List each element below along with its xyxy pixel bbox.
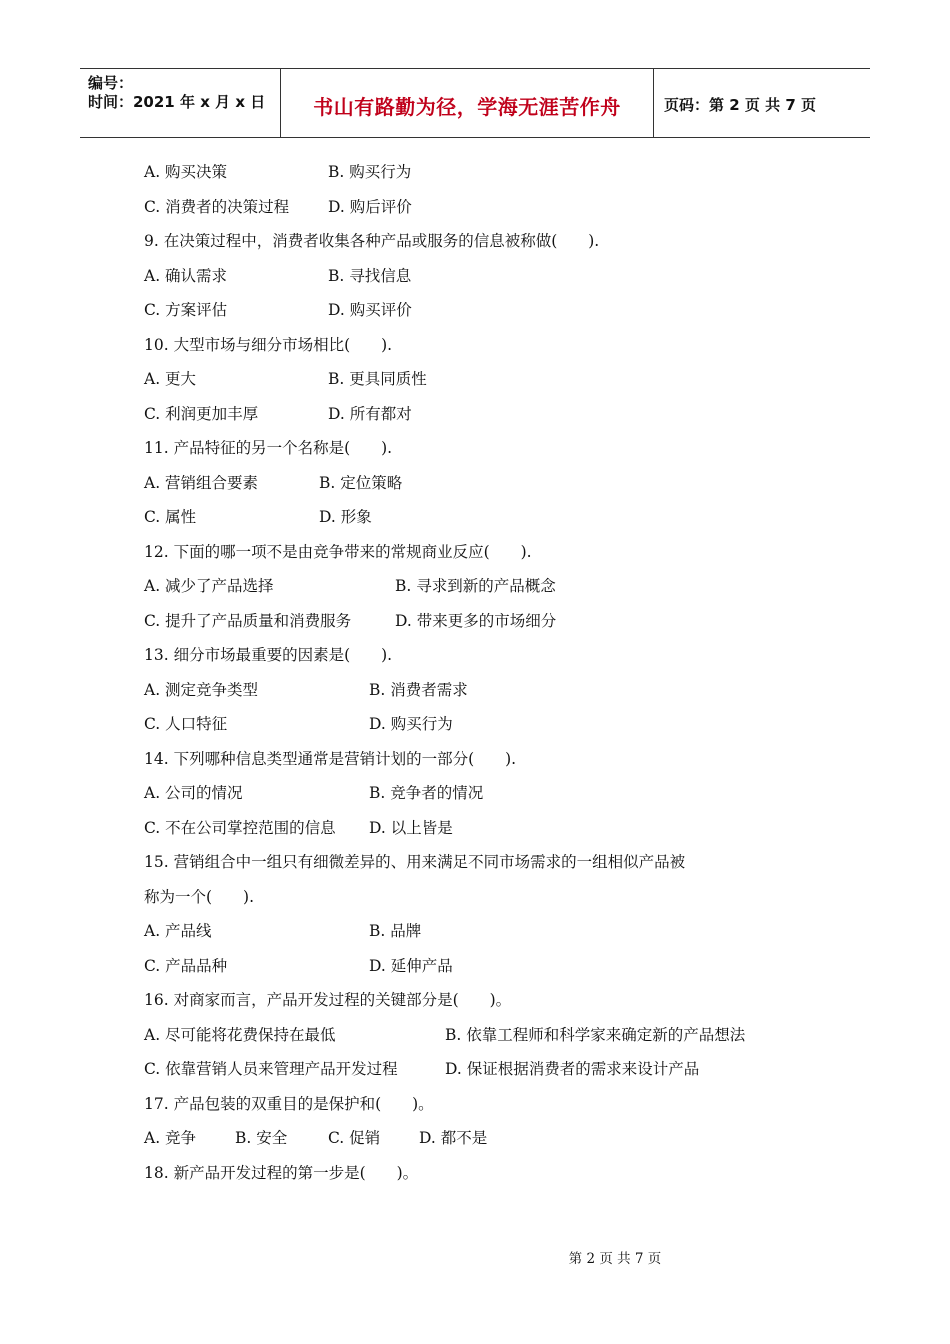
answer-option-b: D. 带来更多的市场细分 — [395, 612, 557, 630]
question-text: 16. 对商家而言，产品开发过程的关键部分是( )。 — [144, 991, 512, 1009]
answer-option-a: A. 营销组合要素 — [144, 474, 259, 492]
answer-option-a: A. 公司的情况 — [144, 784, 243, 802]
answer-option-b: B. 更具同质性 — [328, 370, 427, 388]
answer-option-b: B. 安全 — [235, 1129, 288, 1147]
time-label: 时间：2021 年 x 月 x 日 — [88, 93, 266, 111]
answer-option-a: A. 产品线 — [144, 922, 212, 940]
answer-option-b: B. 寻求到新的产品概念 — [395, 577, 556, 595]
answer-option-a: A. 确认需求 — [144, 267, 228, 285]
answer-option-b: D. 以上皆是 — [369, 819, 453, 837]
question-text: 18. 新产品开发过程的第一步是( )。 — [144, 1164, 419, 1182]
answer-option-b: B. 寻找信息 — [328, 267, 412, 285]
answer-option-a: C. 利润更加丰厚 — [144, 405, 259, 423]
answer-option-b: B. 消费者需求 — [369, 681, 468, 699]
answer-option-b: D. 购买行为 — [369, 715, 453, 733]
question-text: 10. 大型市场与细分市场相比( ). — [144, 336, 393, 354]
answer-option-a: A. 更大 — [144, 370, 197, 388]
motto-text: 书山有路勤为径，学海无涯苦作舟 — [313, 95, 621, 119]
answer-option-b: B. 依靠工程师和科学家来确定新的产品想法 — [445, 1026, 746, 1044]
answer-option-a: C. 方案评估 — [144, 301, 228, 319]
answer-option-b: D. 购后评价 — [328, 198, 412, 216]
header-motto-cell — [281, 69, 654, 137]
page-number-label: 页码：第 2 页 共 7 页 — [664, 96, 816, 114]
answer-option-b: D. 形象 — [319, 508, 372, 526]
answer-option-c: C. 促销 — [328, 1129, 381, 1147]
answer-option-a: C. 提升了产品质量和消费服务 — [144, 612, 352, 630]
answer-option-a: A. 购买决策 — [144, 163, 228, 181]
answer-option-d: D. 都不是 — [419, 1129, 488, 1147]
question-text: 13. 细分市场最重要的因素是( ). — [144, 646, 393, 664]
answer-option-b: D. 保证根据消费者的需求来设计产品 — [445, 1060, 700, 1078]
page-footer — [0, 1247, 950, 1267]
answer-option-a: A. 减少了产品选择 — [144, 577, 274, 595]
answer-option-b: B. 竞争者的情况 — [369, 784, 484, 802]
answer-option-a: C. 依靠营销人员来管理产品开发过程 — [144, 1060, 398, 1078]
question-text: 9. 在决策过程中，消费者收集各种产品或服务的信息被称做( ). — [144, 232, 600, 250]
question-text: 17. 产品包装的双重目的是保护和( )。 — [144, 1095, 434, 1113]
answer-option-a: C. 属性 — [144, 508, 197, 526]
footer-page-number: 第 2 页 共 7 页 — [568, 1251, 662, 1267]
question-text: 12. 下面的哪一项不是由竞争带来的常规商业反应( ). — [144, 543, 532, 561]
answer-option-b: D. 购买评价 — [328, 301, 412, 319]
question-text: 15. 营销组合中一组只有细微差异的、用来满足不同市场需求的一组相似产品被 — [144, 853, 686, 871]
answer-option-b: B. 购买行为 — [328, 163, 412, 181]
answer-option-a: C. 人口特征 — [144, 715, 228, 733]
answer-option-a: A. 竞争 — [144, 1129, 197, 1147]
question-text: 称为一个( ). — [144, 888, 255, 906]
answer-option-a: C. 不在公司掌控范围的信息 — [144, 819, 336, 837]
answer-option-b: D. 所有都对 — [328, 405, 412, 423]
question-text: 14. 下列哪种信息类型通常是营销计划的一部分( ). — [144, 750, 517, 768]
answer-option-a: C. 产品品种 — [144, 957, 228, 975]
header-page-cell — [654, 69, 870, 137]
answer-option-a: A. 测定竞争类型 — [144, 681, 259, 699]
question-text: 11. 产品特征的另一个名称是( ). — [144, 439, 393, 457]
number-label: 编号： — [88, 74, 134, 92]
answer-option-b: B. 定位策略 — [319, 474, 403, 492]
answer-option-a: C. 消费者的决策过程 — [144, 198, 290, 216]
answer-option-b: D. 延伸产品 — [369, 957, 453, 975]
answer-option-b: B. 品牌 — [369, 922, 422, 940]
page-header — [80, 68, 870, 138]
answer-option-a: A. 尽可能将花费保持在最低 — [144, 1026, 336, 1044]
header-info-cell — [80, 69, 281, 137]
